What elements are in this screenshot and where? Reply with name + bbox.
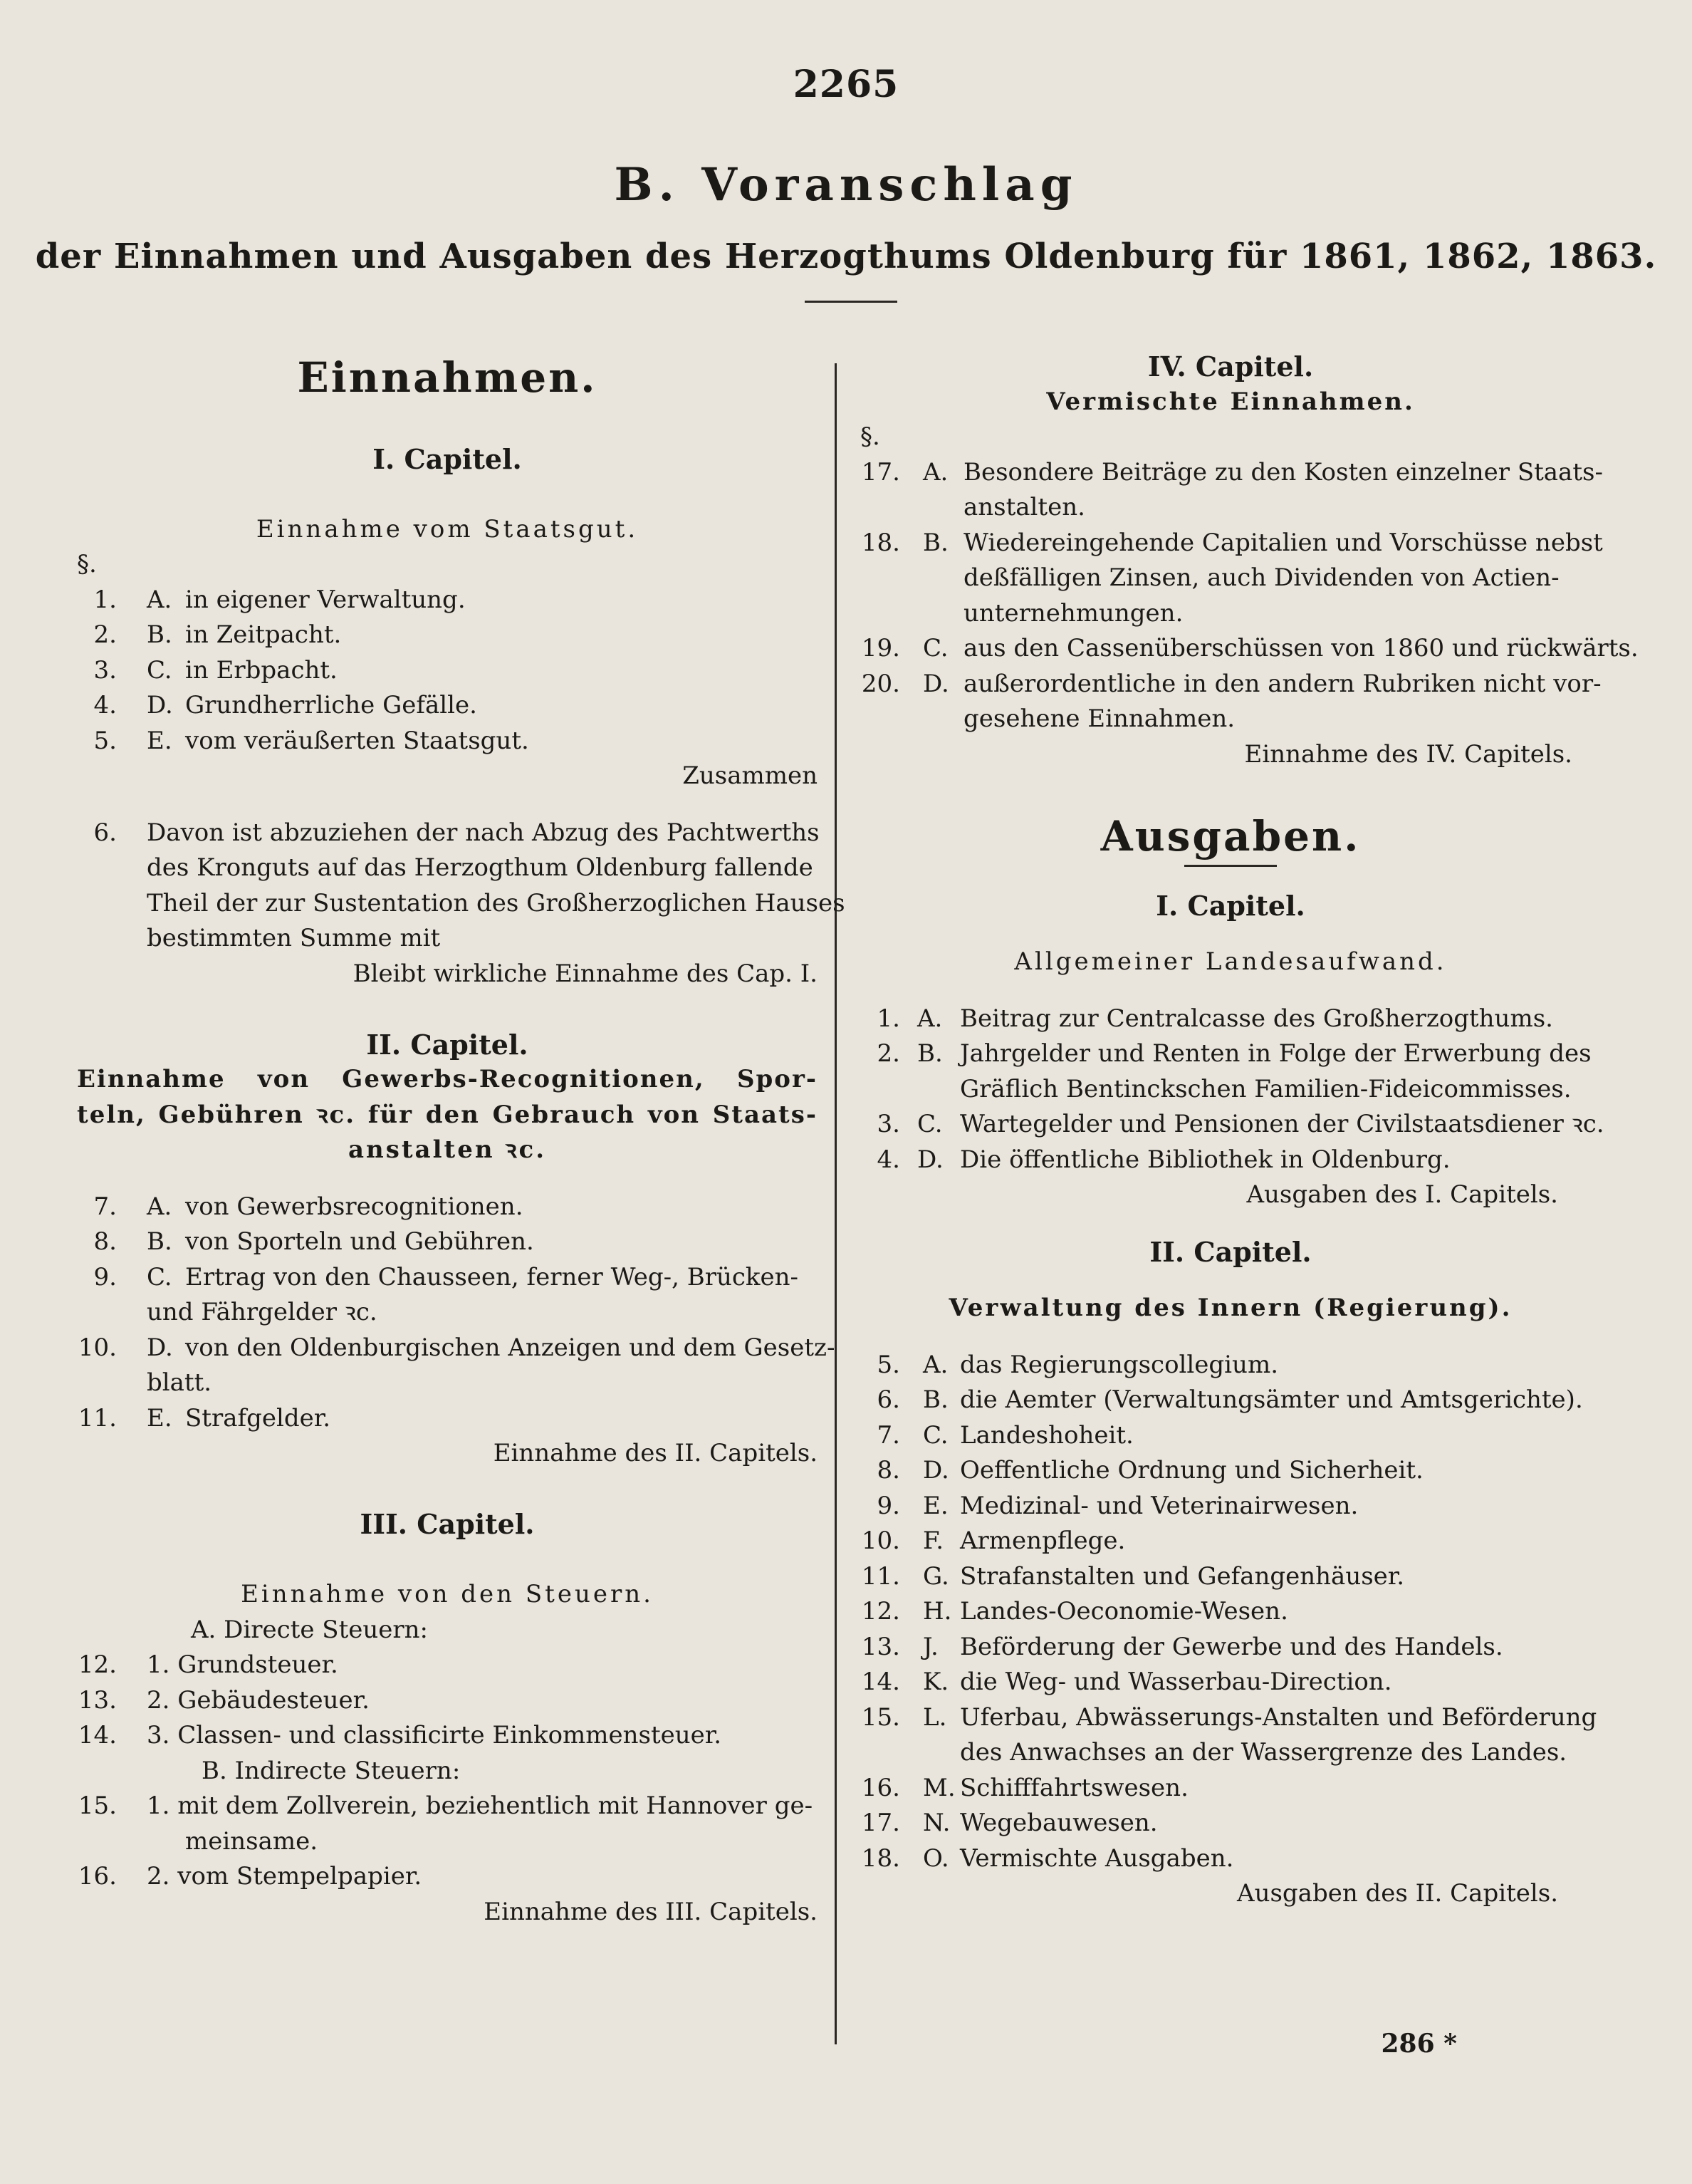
document-subtitle: der Einnahmen und Ausgaben des Herzogthums Oldenburg für 1861, 1862, 1863. bbox=[35, 236, 1657, 276]
list-item: 7. C. Landeshoheit. bbox=[877, 1420, 1134, 1450]
list-item-continuation: Theil der zur Sustentation des Großherzoglichen Hauses bbox=[147, 888, 845, 917]
chapter-title: III. Capitel. bbox=[360, 1508, 535, 1540]
list-item-continuation: und Fährgelder ꝛc. bbox=[147, 1298, 377, 1326]
list-item-continuation: meinsame. bbox=[185, 1826, 318, 1856]
list-item: 17. N. Wegebauwesen. bbox=[861, 1809, 1158, 1837]
list-item: 5. E. vom veräußerten Staatsgut. bbox=[93, 726, 529, 755]
subsection-label: B. Indirecte Steuern: bbox=[202, 1756, 461, 1785]
list-item: 9. E. Medizinal- und Veterinairwesen. bbox=[877, 1491, 1359, 1520]
chapter-subtitle: Verwaltung des Innern (Regierung). bbox=[949, 1294, 1513, 1322]
section-heading-ausgaben: Ausgaben. bbox=[1100, 811, 1361, 860]
list-item: 9. C. Ertrag von den Chausseen, ferner Weg-, Brücken- bbox=[93, 1262, 799, 1291]
list-item-continuation: gesehene Einnahmen. bbox=[964, 704, 1236, 733]
list-item: 10. D. von den Oldenburgischen Anzeigen und dem Gesetz- bbox=[78, 1333, 835, 1362]
section-heading-einnahmen: Einnahmen. bbox=[297, 353, 597, 402]
chapter-title: II. Capitel. bbox=[1149, 1235, 1312, 1268]
chapter-title: II. Capitel. bbox=[366, 1028, 528, 1061]
chapter-subtitle: Einnahme vom Staatsgut. bbox=[256, 514, 639, 544]
chapter-subtitle: Allgemeiner Landesaufwand. bbox=[1014, 947, 1447, 976]
subtotal-label: Zusammen bbox=[682, 761, 818, 790]
list-item: 10. F. Armenpflege. bbox=[861, 1527, 1126, 1555]
chapter-total: Einnahme des II. Capitels. bbox=[493, 1439, 818, 1467]
list-item: 13. 2. Gebäudesteuer. bbox=[78, 1685, 370, 1715]
list-item-continuation: bestimmten Summe mit bbox=[147, 924, 441, 952]
list-item: 1. A. Beitrag zur Centralcasse des Großherzogthums. bbox=[877, 1004, 1553, 1033]
list-item: 4. D. Die öffentliche Bibliothek in Oldenburg. bbox=[877, 1145, 1451, 1174]
list-item: 12. H. Landes-Oeconomie-Wesen. bbox=[861, 1597, 1288, 1626]
chapter-subtitle: Einnahme von Gewerbs-Recognitionen, Spor- bbox=[77, 1065, 818, 1093]
chapter-subtitle: Einnahme von den Steuern. bbox=[241, 1580, 654, 1608]
title-rule bbox=[805, 301, 897, 303]
chapter-title: I. Capitel. bbox=[1156, 889, 1305, 922]
chapter-title: IV. Capitel. bbox=[1147, 350, 1314, 383]
list-item: 13. J. Beförderung der Gewerbe und des Handels. bbox=[861, 1632, 1503, 1661]
list-item: 3. C. in Erbpacht. bbox=[93, 655, 338, 685]
document-title: B. Voranschlag bbox=[614, 158, 1078, 212]
list-item: 15. L. Uferbau, Abwässerungs-Anstalten und Beförderung bbox=[861, 1702, 1597, 1732]
chapter-title: I. Capitel. bbox=[372, 442, 522, 475]
left-column bbox=[77, 349, 845, 1930]
chapter-total: Ausgaben des I. Capitels. bbox=[1246, 1180, 1558, 1209]
paragraph-sign: §. bbox=[860, 422, 880, 451]
chapter-total: Bleibt wirkliche Einnahme des Cap. I. bbox=[352, 959, 818, 988]
list-item: 4. D. Grundherrliche Gefälle. bbox=[93, 691, 477, 719]
page-number: 2265 bbox=[793, 63, 899, 106]
list-item: 18. B. Wiedereingehende Capitalien und Vorschüsse nebst bbox=[861, 528, 1603, 557]
list-item: 12. 1. Grundsteuer. bbox=[78, 1650, 338, 1679]
list-item: 3. C. Wartegelder und Pensionen der Civilstaatsdiener ꝛc. bbox=[877, 1110, 1604, 1138]
list-item: 2. B. in Zeitpacht. bbox=[93, 620, 342, 649]
list-item: 6. Davon ist abzuziehen der nach Abzug des Pachtwerths bbox=[93, 818, 820, 847]
list-item: 15. 1. mit dem Zollverein, beziehentlich mit Hannover ge- bbox=[78, 1792, 813, 1820]
list-item-continuation: deßfälligen Zinsen, auch Dividenden von Actien- bbox=[964, 563, 1560, 592]
list-item: 11. G. Strafanstalten und Gefangenhäuser. bbox=[861, 1561, 1405, 1591]
list-item: 20. D. außerordentliche in den andern Rubriken nicht vor- bbox=[861, 669, 1602, 698]
chapter-subtitle: teln, Gebühren ꝛc. für den Gebrauch von Staats- bbox=[77, 1100, 818, 1129]
list-item: 18. O. Vermischte Ausgaben. bbox=[861, 1844, 1234, 1873]
chapter-total: Einnahme des IV. Capitels. bbox=[1244, 739, 1572, 769]
list-item: 14. 3. Classen- und classificirte Einkommensteuer. bbox=[78, 1721, 722, 1749]
list-item: 6. B. die Aemter (Verwaltungsämter und Amtsgerichte). bbox=[877, 1385, 1583, 1414]
signature-mark: 286 * bbox=[1381, 2029, 1457, 2059]
right-column bbox=[860, 349, 1639, 1912]
list-item: 11. E. Strafgelder. bbox=[78, 1403, 331, 1432]
list-item: 16. M. Schifffahrtswesen. bbox=[861, 1773, 1189, 1802]
list-item: 19. C. aus den Cassenüberschüssen von 1860 und rückwärts. bbox=[861, 634, 1639, 662]
list-item-continuation: Gräflich Bentinckschen Familien-Fideicommisses. bbox=[960, 1074, 1572, 1103]
list-item: 2. B. Jahrgelder und Renten in Folge der Erwerbung des bbox=[877, 1039, 1592, 1068]
list-item-continuation: unternehmungen. bbox=[964, 598, 1184, 628]
list-item: 17. A. Besondere Beiträge zu den Kosten einzelner Staats- bbox=[861, 457, 1603, 487]
list-item: 14. K. die Weg- und Wasserbau-Direction. bbox=[861, 1668, 1392, 1696]
list-item-continuation: anstalten. bbox=[964, 493, 1085, 521]
list-item-continuation: blatt. bbox=[147, 1368, 212, 1397]
list-item-continuation: des Anwachses an der Wassergrenze des Landes. bbox=[960, 1738, 1567, 1767]
column-divider bbox=[835, 363, 837, 2044]
list-item: 8. B. von Sporteln und Gebühren. bbox=[93, 1227, 534, 1256]
list-item-continuation: des Kronguts auf das Herzogthum Oldenburg fallende bbox=[147, 853, 813, 882]
list-item: 16. 2. vom Stempelpapier. bbox=[78, 1862, 422, 1891]
chapter-subtitle: Vermischte Einnahmen. bbox=[1046, 387, 1415, 416]
list-item: 1. A. in eigener Verwaltung. bbox=[93, 585, 466, 614]
list-item: 8. D. Oeffentliche Ordnung und Sicherheit. bbox=[877, 1456, 1424, 1484]
list-item: 7. A. von Gewerbsrecognitionen. bbox=[93, 1192, 523, 1221]
subsection-label: A. Directe Steuern: bbox=[191, 1615, 429, 1644]
list-item: 5. A. das Regierungscollegium. bbox=[877, 1350, 1278, 1379]
paragraph-sign: §. bbox=[77, 550, 97, 578]
chapter-total: Einnahme des III. Capitels. bbox=[484, 1897, 818, 1926]
chapter-subtitle: anstalten ꝛc. bbox=[348, 1135, 547, 1164]
chapter-total: Ausgaben des II. Capitels. bbox=[1237, 1879, 1558, 1908]
